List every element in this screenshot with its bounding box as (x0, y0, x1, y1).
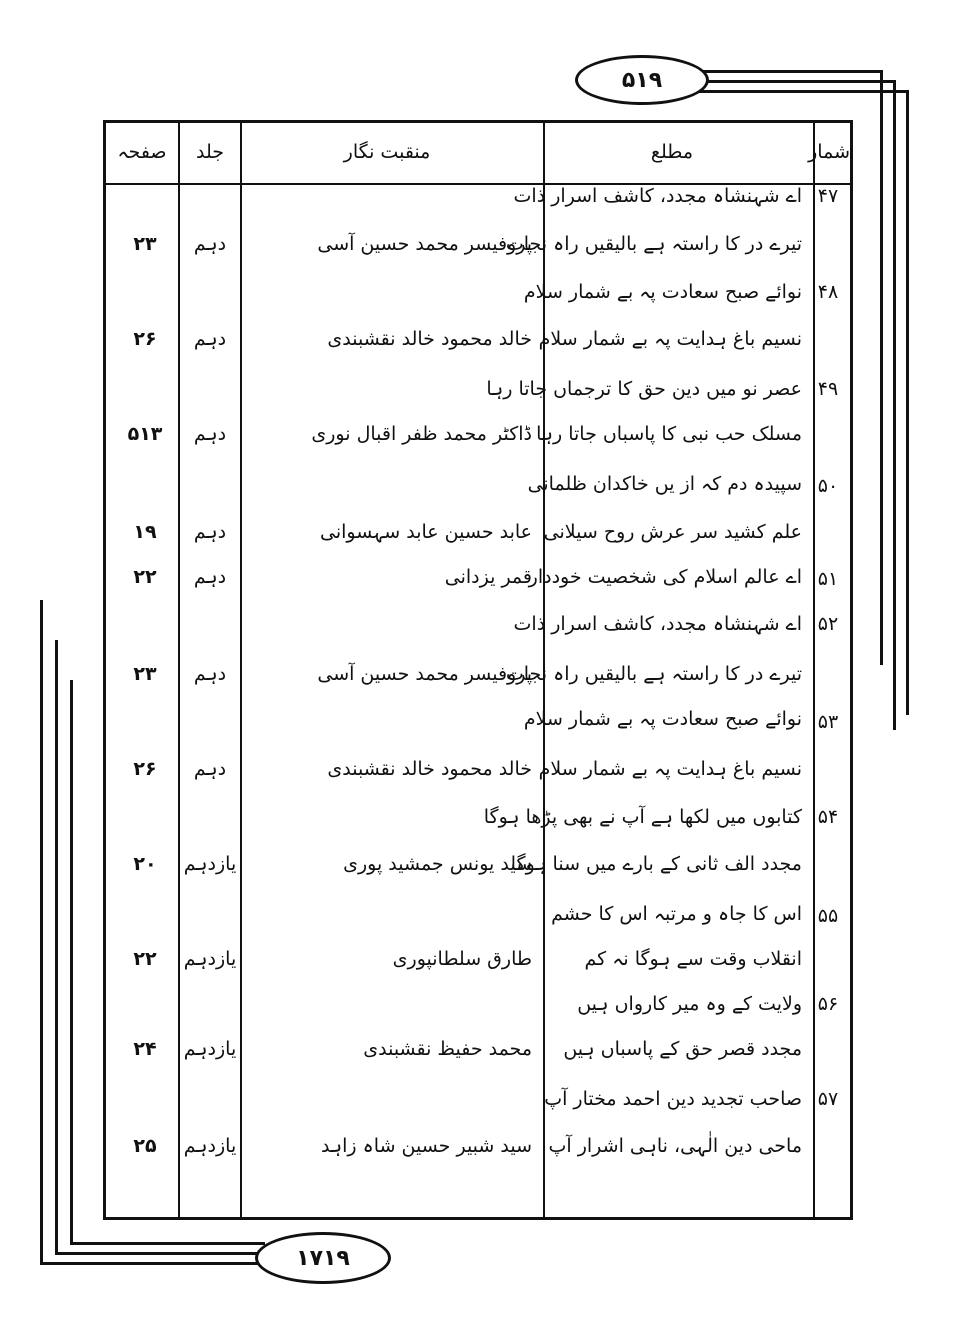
verse-54-line1: کتابوں میں لکھا ہے آپ نے بھی پڑھا ہوگا (483, 806, 802, 828)
frame-top-line-3 (690, 90, 908, 93)
serial-49: ۴۹ (817, 378, 839, 400)
frame-right-line-2 (893, 80, 896, 730)
divider-page-volume (178, 123, 180, 1217)
volume-57: یازدہم (183, 1135, 237, 1157)
serial-47: ۴۷ (817, 185, 839, 207)
verse-56-line1: ولایت کے وہ میر کارواں ہیں (577, 993, 802, 1015)
page-52: ۲۳ (133, 663, 157, 685)
frame-left-line-2 (55, 640, 58, 1255)
serial-54: ۵۴ (817, 806, 839, 828)
volume-50: دہم (193, 521, 227, 543)
verse-50-line1: سپیدہ دم کہ از یں خاکدان ظلمانی (527, 473, 802, 495)
verse-52-line1: اے شہنشاہ مجدد، کاشف اسرار ذات (513, 613, 802, 635)
poet-49: ڈاکٹر محمد ظفر اقبال نوری (311, 423, 532, 445)
poet-50: عابد حسین عابد سہسوانی (319, 521, 532, 543)
frame-right-line-3 (906, 90, 909, 715)
verse-52-line2: تیرے در کا راستہ ہے بالیقیں راہ نجات (505, 663, 802, 685)
frame-bottom-line-2 (55, 1252, 265, 1255)
verse-49-line2: مسلک حب نبی کا پاسباں جاتا رہا (536, 423, 802, 445)
frame-left-line-1 (40, 600, 43, 1265)
verse-55-line2: انقلاب وقت سے ہوگا نہ کم (584, 948, 802, 970)
volume-56: یازدہم (183, 1038, 237, 1060)
poet-57: سید شبیر حسین شاہ زاہد (321, 1135, 532, 1157)
serial-53: ۵۳ (817, 711, 839, 733)
volume-51: دہم (193, 566, 227, 588)
page-56: ۲۴ (133, 1038, 157, 1060)
serial-57: ۵۷ (817, 1088, 839, 1110)
header-volume: جلد (195, 141, 224, 163)
verse-53-line1: نوائے صبح سعادت پہ بے شمار سلام (523, 708, 802, 730)
serial-51: ۵۱ (817, 568, 839, 590)
poet-52: پروفیسر محمد حسین آسی (317, 663, 532, 685)
volume-48: دہم (193, 328, 227, 350)
verse-48-line2: نسیم باغ ہدایت پہ بے شمار سلام (538, 328, 802, 350)
frame-left-line-3 (70, 680, 73, 1245)
verse-54-line2: مجدد الف ثانی کے بارے میں سنا ہوگا (510, 853, 802, 875)
index-table (103, 120, 853, 1220)
frame-bottom-line-3 (70, 1242, 265, 1245)
volume-52: دہم (193, 663, 227, 685)
verse-56-line2: مجدد قصر حق کے پاسباں ہیں (563, 1038, 802, 1060)
page-47: ۲۳ (133, 233, 157, 255)
serial-55: ۵۵ (817, 905, 839, 927)
verse-55-line1: اس کا جاہ و مرتبہ اس کا حشم (551, 903, 802, 925)
serial-48: ۴۸ (817, 281, 839, 303)
verse-57-line1: صاحب تجدید دین احمد مختار آپ (544, 1088, 802, 1110)
serial-56: ۵۶ (817, 993, 839, 1015)
verse-50-line2: علم کشید سر عرش روح سیلانی (543, 521, 802, 543)
header-poet: منقبت نگار (343, 141, 431, 163)
poet-47: پروفیسر محمد حسین آسی (317, 233, 532, 255)
volume-49: دہم (193, 423, 227, 445)
poet-56: محمد حفیظ نقشبندی (363, 1038, 532, 1060)
page-49: ۵۱۳ (127, 423, 163, 445)
page-48: ۲۶ (133, 328, 157, 350)
frame-bottom-line-1 (40, 1262, 265, 1265)
verse-51-line1: اے عالم اسلام کی شخصیت خوددار (528, 566, 802, 588)
serial-50: ۵۰ (817, 475, 839, 497)
verse-53-line2: نسیم باغ ہدایت پہ بے شمار سلام (538, 758, 802, 780)
verse-47-line2: تیرے در کا راستہ ہے بالیقیں راہ نجات (505, 233, 802, 255)
header-matla: مطلع (650, 141, 694, 163)
poet-54: سید یونس جمشید پوری (343, 853, 532, 875)
header-page: صفحہ (117, 141, 167, 163)
volume-47: دہم (193, 233, 227, 255)
page-number-top: ۵۱۹ (575, 55, 709, 105)
volume-55: یازدہم (183, 948, 237, 970)
page-53: ۲۶ (133, 758, 157, 780)
page-50: ۱۹ (133, 521, 157, 543)
page-55: ۲۲ (133, 948, 157, 970)
frame-top-line-2 (690, 80, 895, 83)
poet-53: خالد محمود خالد نقشبندی (327, 758, 532, 780)
poet-51: قمر یزدانی (444, 566, 532, 588)
poet-48: خالد محمود خالد نقشبندی (327, 328, 532, 350)
volume-54: یازدہم (183, 853, 237, 875)
frame-top-line-1 (690, 70, 882, 73)
serial-52: ۵۲ (817, 613, 839, 635)
page-57: ۲۵ (133, 1135, 157, 1157)
verse-49-line1: عصر نو میں دین حق کا ترجماں جاتا رہا (486, 378, 802, 400)
page-54: ۲۰ (133, 853, 157, 875)
page-51: ۲۲ (133, 566, 157, 588)
verse-57-line2: ماحی دین الٰہی، ناہی اشرار آپ (548, 1135, 802, 1157)
page-number-bottom: ۱۷۱۹ (255, 1232, 391, 1284)
verse-47-line1: اے شہنشاہ مجدد، کاشف اسرار ذات (513, 185, 802, 207)
volume-53: دہم (193, 758, 227, 780)
frame-right-line-1 (880, 70, 883, 665)
verse-48-line1: نوائے صبح سعادت پہ بے شمار سلام (523, 281, 802, 303)
header-serial: شمار (808, 141, 850, 163)
poet-55: طارق سلطانپوری (392, 948, 532, 970)
